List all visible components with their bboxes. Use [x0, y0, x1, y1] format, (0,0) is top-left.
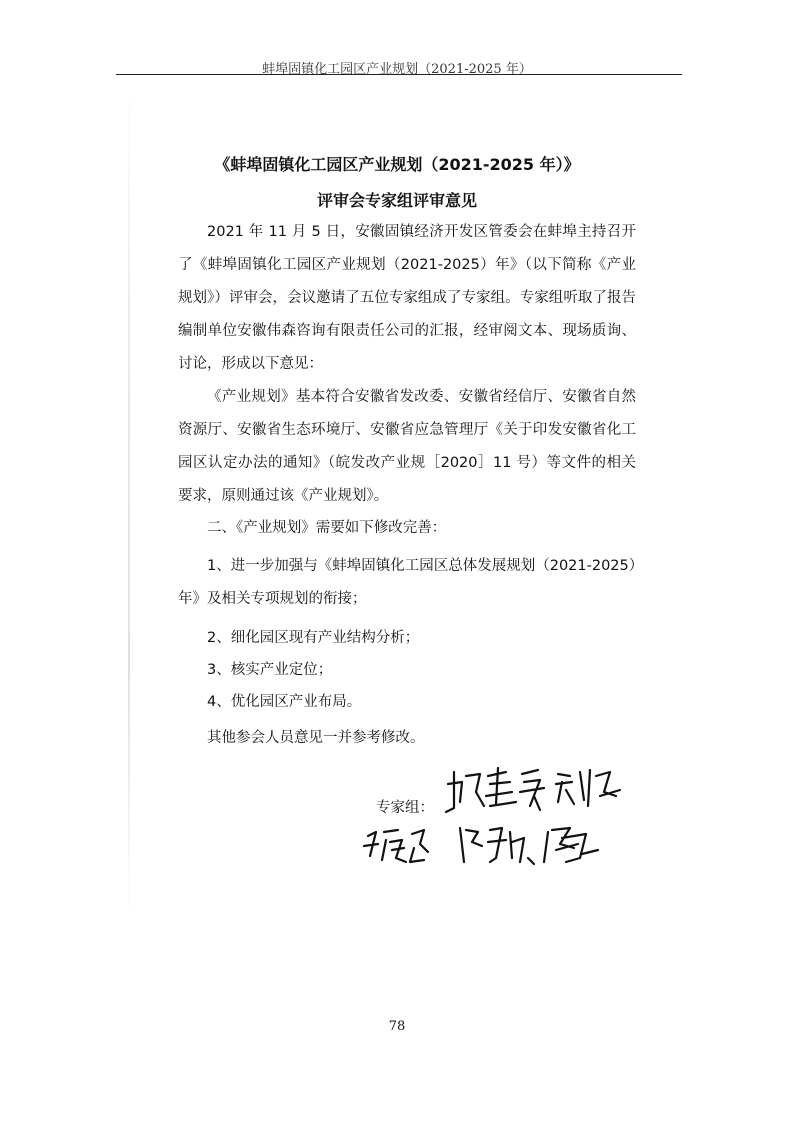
- paragraph-text: 2、细化园区现有产业结构分析；: [207, 630, 420, 646]
- paragraph-text: 《产业规划》基本符合安徽省发改委、安徽省经信厅、安徽省自然资源厅、安徽省生态环境厅、安徽省应急管理厅《关于印发安徽省化工园区认定办法的通知》（皖发改产业规［2020］11 号）等文件的相关要求，原则通过该《产业规划》。: [178, 389, 636, 504]
- revision-item-4: [178, 686, 636, 719]
- revision-item-1: [178, 550, 636, 616]
- paragraph-other-opinions: [178, 722, 636, 755]
- revision-item-2: [178, 622, 636, 655]
- signature-expert-3-5: [362, 818, 632, 876]
- expert-group-label: 专家组：: [376, 800, 434, 816]
- paragraph-text: 2021 年 11 月 5 日，安徽固镇经济开发区管委会在蚌埠主持召开了《蚌埠固镇化工园区产业规划（2021-2025）年》（以下简称《产业规划》）评审会，会议邀请了五位专家组成了专家组。专家组听取了报告编制单位安徽伟森咨询有限责任公司的汇报，经审阅文本、现场质询、讨论，形成以下意见：: [178, 224, 636, 372]
- header-divider: [116, 74, 682, 75]
- document-subtitle: 评审会专家组评审意见: [316, 191, 477, 210]
- document-title: 《蚌埠固镇化工园区产业规划（2021-2025 年）》: [214, 155, 580, 174]
- paragraph-text: 其他参会人员意见一并参考修改。: [207, 730, 425, 746]
- paragraph-conformity: [178, 381, 636, 513]
- paragraph-text: 3、核实产业定位；: [207, 662, 333, 678]
- paragraph-text: 4、优化园区产业布局。: [207, 694, 362, 710]
- signature-expert-1-2: [440, 762, 630, 822]
- paragraph-text: 二、《产业规划》需要如下修改完善：: [207, 520, 447, 536]
- paragraph-meeting-intro: [178, 216, 636, 381]
- paragraph-revisions-heading: [178, 512, 636, 545]
- running-header: 蚌埠固镇化工园区产业规划（2021-2025 年）: [262, 62, 532, 77]
- revision-item-3: [178, 654, 636, 687]
- page-number: 78: [388, 1019, 406, 1034]
- paragraph-text: 1、进一步加强与《蚌埠固镇化工园区总体发展规划（2021-2025）年》及相关专项规划的衔接；: [178, 558, 637, 607]
